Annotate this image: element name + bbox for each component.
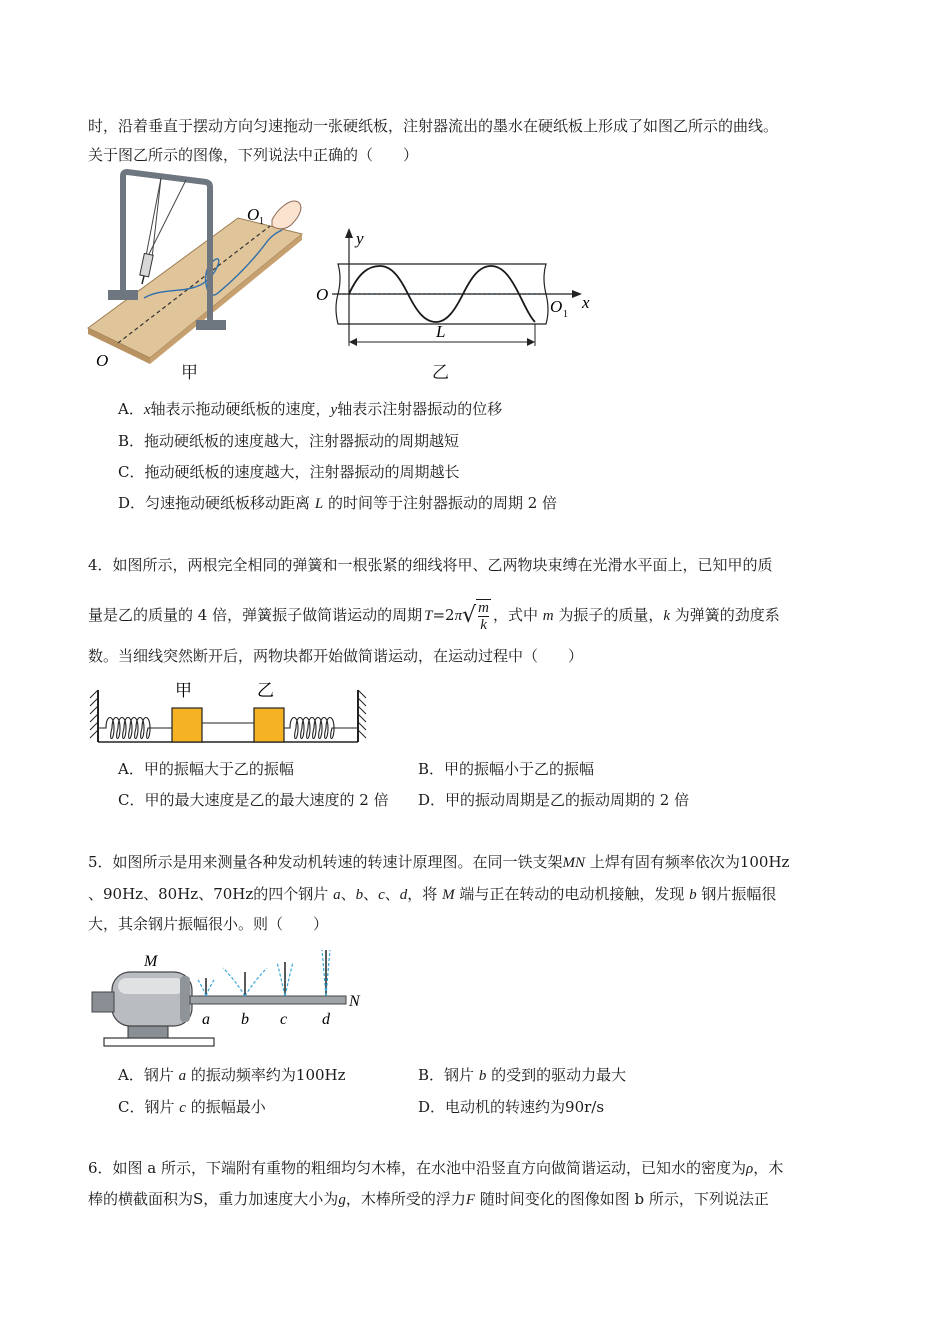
block-yi [254, 708, 284, 742]
yi-label-O: O [316, 285, 329, 304]
block-jia [172, 708, 202, 742]
q3-stem-line1: 时，沿着垂直于摆动方向匀速拖动一张硬纸板，注射器流出的墨水在硬纸板上形成了如图乙所示的曲线。 [88, 117, 779, 135]
label-yi: 乙 [257, 681, 274, 701]
label-b: b [241, 1011, 249, 1028]
label-d: d [322, 1011, 330, 1028]
yi-axis-x: x [582, 293, 590, 312]
q4-stem-line2: 量是乙的质量的 4 倍，弹簧振子做简谐运动的周期 T=2π√ $\frac{m}{k}$ ，式中 m 为振子的质量，k 为弹簧的劲度系 [88, 600, 780, 633]
q5-option-d: D．电动机的转速约为90r/s [418, 1098, 605, 1116]
q6-stem-line1: 6．如图 a 所示，下端附有重物的粗细均匀木棒，在水池中沿竖直方向做简谐运动，已知水的密度为ρ，木 [88, 1159, 784, 1177]
jia-label-O1-sub: 1 [259, 216, 264, 227]
q6-stem-line2: 棒的横截面积为S，重力加速度大小为g，木棒所受的浮力F 随时间变化的图像如图 b 所示，下列说法正 [88, 1190, 769, 1208]
q3-option-c: C．拖动硬纸板的速度越大，注射器振动的周期越长 [118, 463, 460, 481]
q4-option-b: B．甲的振幅小于乙的振幅 [418, 760, 595, 778]
q3-option-a: A．x轴表示拖动硬纸板的速度，y轴表示注射器振动的位移 [118, 400, 503, 418]
yi-label-L: L [436, 322, 446, 341]
jia-label-O: O [96, 351, 109, 370]
q3-option-b: B．拖动硬纸板的速度越大，注射器振动的周期越短 [118, 432, 460, 450]
period-formula: T=2π√ $\frac{m}{k}$ [424, 600, 489, 633]
q5-option-c: C．钢片 c 的振幅最小 [118, 1098, 266, 1116]
q5-tachometer-figure [88, 942, 373, 1052]
yi-label-O1-sub: 1 [563, 309, 568, 320]
label-M: M [144, 953, 158, 970]
q3-figure-jia [86, 168, 316, 383]
q4-option-a: A．甲的振幅大于乙的振幅 [118, 760, 294, 778]
q3-figure-jia-caption: 甲 [181, 363, 198, 383]
q3-stem-line2: 关于图乙所示的图像，下列说法中正确的（ ） [88, 146, 419, 164]
label-N: N [349, 993, 360, 1010]
label-c: c [280, 1011, 288, 1028]
q3-figure-yi-caption: 乙 [432, 363, 449, 383]
label-jia: 甲 [175, 681, 192, 701]
q5-stem-line3: 大，其余钢片振幅很小。则（ ） [88, 915, 329, 933]
label-a: a [202, 1011, 210, 1028]
yi-axis-y: y [356, 229, 364, 248]
q4-option-d: D．甲的振动周期是乙的振动周期的 2 倍 [418, 791, 690, 809]
yi-label-O1: O [550, 297, 563, 316]
q4-stem-line1: 4．如图所示，两根完全相同的弹簧和一根张紧的细线将甲、乙两物块束缚在光滑水平面上，已知甲的质 [88, 556, 773, 574]
q3-figure-yi [310, 222, 610, 352]
q5-stem-line1: 5．如图所示是用来测量各种发动机转速的转速计原理图。在同一铁支架MN 上焊有固有频率依次为100Hz [88, 853, 790, 871]
q5-stem-line2: 、90Hz、80Hz、70Hz的四个钢片 a、b、c、d，将 M 端与正在转动的电动机接触，发现 b 钢片振幅很 [88, 885, 777, 903]
q5-option-b: B．钢片 b 的受到的驱动力最大 [418, 1066, 627, 1084]
jia-label-O1: O [247, 205, 260, 224]
q5-option-a: A．钢片 a 的振动频率约为100Hz [118, 1066, 346, 1084]
q4-option-c: C．甲的最大速度是乙的最大速度的 2 倍 [118, 791, 389, 809]
q4-stem-line3: 数。当细线突然断开后，两物块都开始做简谐运动，在运动过程中（ ） [88, 647, 584, 665]
q3-option-d: D．匀速拖动硬纸板移动距离 L 的时间等于注射器振动的周期 2 倍 [118, 494, 558, 512]
q4-spring-figure [86, 676, 371, 748]
